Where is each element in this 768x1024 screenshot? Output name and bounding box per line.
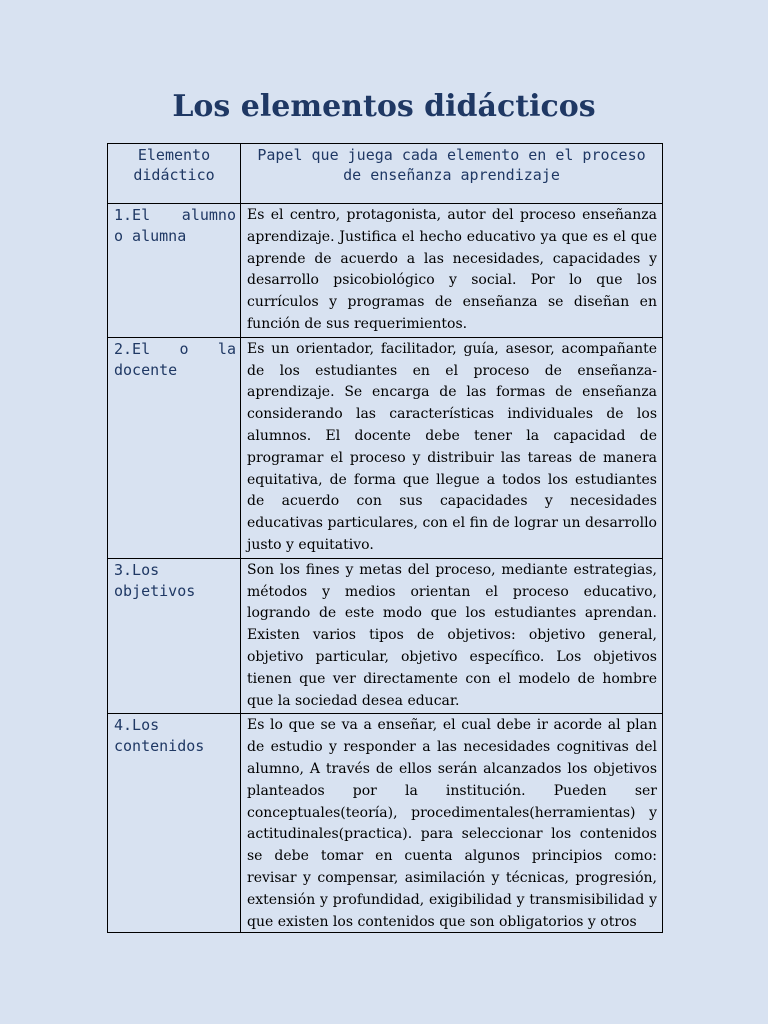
element-name: 4.Los bbox=[114, 716, 160, 735]
element-description: Es lo que se va a enseñar, el cual debe ir acorde al plan de estudio y responder a las necesidades cognitivas del alumno, A través de ellos serán alcanzados los objetivos planteados por la institución. Pueden ser conceptuales(teoría), procedimentales(herramientas) y actitudinales(practica). para seleccionar los contenidos se debe tomar en cuenta algunos principios como: revisar y compensar, asimilación y técnicas, progresión, extensión y profundidad, exigibilidad y transmisibilidad y que existen los contenidos que son obligatorios y otros bbox=[247, 717, 657, 930]
element-name-cell bbox=[108, 558, 241, 714]
element-name-cont: o alumna bbox=[114, 227, 187, 245]
element-name-cont: objetivos bbox=[114, 581, 196, 600]
table-header-row bbox=[108, 144, 663, 204]
table-row bbox=[108, 337, 663, 558]
element-description: Es el centro, protagonista, autor del proceso enseñanza aprendizaje. Justifica el hecho educativo ya que es el que aprende de acuerdo a las necesidades, capacidades y desarrollo psicobiológico y social. Por lo que los currículos y programas de enseñanza se diseñan en función de sus requerimientos. bbox=[241, 204, 663, 338]
table-row bbox=[108, 558, 663, 714]
header-element: Elemento didáctico bbox=[108, 144, 241, 204]
table-row bbox=[108, 714, 663, 933]
element-name-cell bbox=[108, 714, 241, 933]
element-name: 3.Los bbox=[114, 560, 160, 579]
element-name-cell bbox=[108, 204, 241, 338]
element-name-cont: docente bbox=[114, 360, 178, 379]
element-name-cont: contenidos bbox=[114, 737, 205, 756]
element-name-cell bbox=[108, 337, 241, 558]
elements-table bbox=[107, 143, 663, 933]
element-description-cell bbox=[241, 714, 663, 933]
element-name: 1.El alumno bbox=[114, 206, 236, 224]
element-name: 2.El o la bbox=[114, 339, 236, 358]
table-row bbox=[108, 204, 663, 338]
page-title: Los elementos didácticos bbox=[172, 89, 596, 124]
element-description: Es un orientador, facilitador, guía, asesor, acompañante de los estudiantes en el proceso de enseñanza-aprendizaje. Se encarga de las formas de enseñanza considerando las características individuales de los alumnos. El docente debe tener la capacidad de programar el proceso y distribuir las tareas de manera equitativa, de forma que llegue a todos los estudiantes de acuerdo con sus capacidades y necesidades educativas particulares, con el fin de lograr un desarrollo justo y equitativo. bbox=[241, 337, 663, 558]
element-description: Son los fines y metas del proceso, mediante estrategias, métodos y medios orientan el proceso educativo, logrando de este modo que los estudiantes aprendan. Existen varios tipos de objetivos: objetivo general, objetivo particular, objetivo específico. Los objetivos tienen que ver directamente con el modelo de hombre que la sociedad desea educar. bbox=[241, 558, 663, 714]
header-role: Papel que juega cada elemento en el proceso de enseñanza aprendizaje bbox=[241, 144, 663, 204]
